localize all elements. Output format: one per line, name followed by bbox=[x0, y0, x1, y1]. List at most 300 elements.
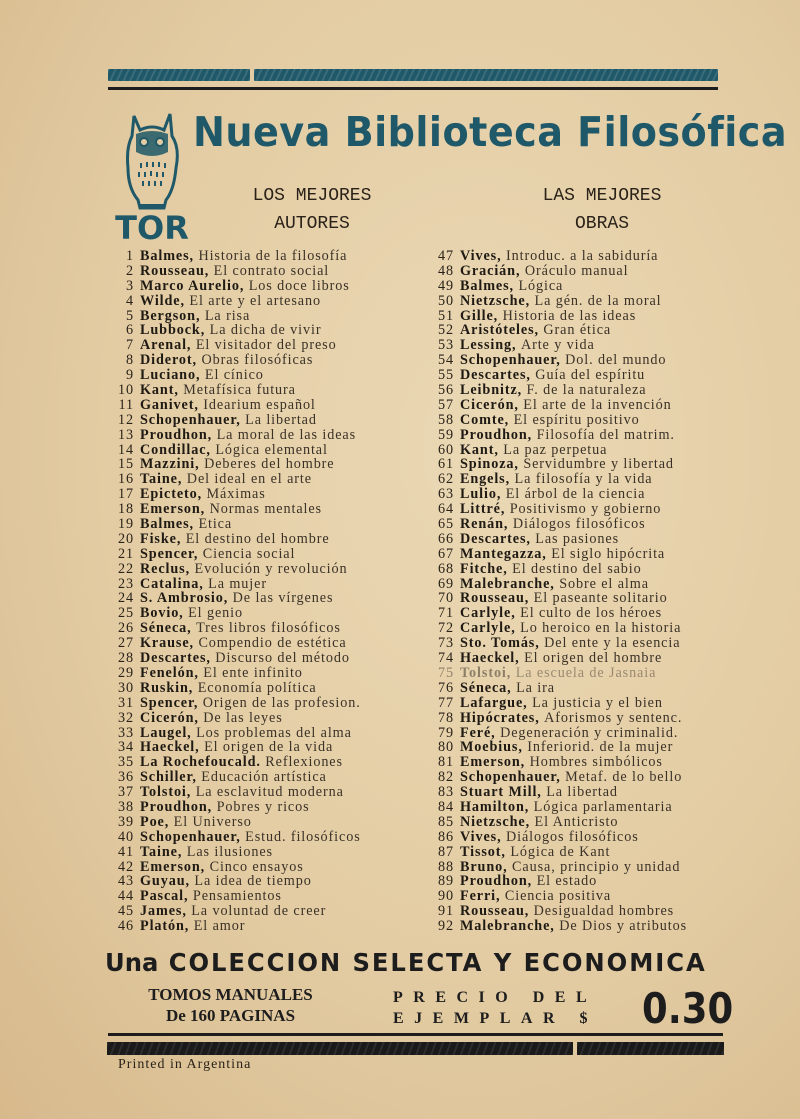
entry-number: 18 bbox=[118, 501, 134, 518]
entry-author: Haeckel, bbox=[460, 650, 520, 667]
entry-number: 4 bbox=[126, 292, 134, 309]
entry-author: Carlyle, bbox=[460, 605, 516, 622]
tomos-line: TOMOS MANUALES bbox=[148, 985, 313, 1004]
catalog-entry bbox=[428, 249, 748, 264]
entry-number: 40 bbox=[118, 828, 134, 845]
entry-work: Gran ética bbox=[543, 322, 612, 339]
entry-number: 9 bbox=[126, 367, 134, 384]
entry-work: Diálogos filosóficos bbox=[512, 516, 646, 533]
entry-author: Ganivet, bbox=[140, 396, 199, 413]
entry-number: 28 bbox=[118, 650, 134, 667]
entry-number: 83 bbox=[438, 784, 454, 801]
entry-author: Pascal, bbox=[140, 888, 189, 905]
entry-work: Historia de la filosofía bbox=[198, 248, 348, 264]
catalog-entry bbox=[428, 294, 748, 309]
catalog-entry bbox=[108, 740, 423, 755]
entry-work: Los problemas del alma bbox=[196, 724, 352, 741]
entry-work: Etica bbox=[198, 516, 233, 533]
entry-number: 89 bbox=[438, 873, 454, 890]
catalog-entry bbox=[428, 755, 748, 770]
entry-number: 71 bbox=[438, 605, 454, 622]
entry-author: Guyau, bbox=[140, 873, 190, 890]
entry-work: De Dios y atributos bbox=[559, 918, 688, 935]
entry-number: 13 bbox=[118, 426, 134, 443]
catalog-entry bbox=[108, 353, 423, 368]
entry-work: Reflexiones bbox=[265, 754, 343, 771]
catalog-entry bbox=[428, 532, 748, 547]
entry-number: 47 bbox=[438, 248, 454, 264]
entry-number: 62 bbox=[438, 471, 454, 488]
entry-number: 77 bbox=[438, 694, 454, 711]
bottom-bar-segment bbox=[577, 1042, 724, 1055]
entry-number: 16 bbox=[118, 471, 134, 488]
entry-number: 36 bbox=[118, 769, 134, 786]
entry-number: 91 bbox=[438, 903, 454, 920]
entry-author: Stuart Mill, bbox=[460, 784, 542, 801]
catalog-entry bbox=[108, 443, 423, 458]
top-rule bbox=[108, 87, 718, 90]
catalog-entry bbox=[108, 681, 423, 696]
entry-author: Nietzsche, bbox=[460, 292, 531, 309]
entry-number: 24 bbox=[118, 590, 134, 607]
catalog-entry bbox=[428, 562, 748, 577]
entry-work: Máximas bbox=[206, 486, 266, 503]
entry-author: Luciano, bbox=[140, 367, 201, 384]
entry-work: Origen de las profesion. bbox=[202, 694, 361, 711]
entry-author: Balmes, bbox=[460, 277, 514, 294]
right-heading-line: LAS MEJORES bbox=[542, 186, 662, 206]
entry-number: 3 bbox=[126, 277, 134, 294]
entry-number: 43 bbox=[118, 873, 134, 890]
entry-number: 64 bbox=[438, 501, 454, 518]
entry-work: El siglo hipócrita bbox=[551, 545, 666, 562]
entry-author: Proudhon, bbox=[460, 426, 533, 443]
entry-author: Littré, bbox=[460, 501, 506, 518]
page-title: Nueva Biblioteca Filosófica bbox=[193, 108, 788, 156]
entry-number: 30 bbox=[118, 679, 134, 696]
entry-author: Schopenhauer, bbox=[140, 828, 241, 845]
entry-work: El visitador del preso bbox=[195, 337, 337, 354]
catalog-entry bbox=[108, 621, 423, 636]
entry-number: 61 bbox=[438, 456, 454, 473]
entry-work: El origen del hombre bbox=[524, 650, 663, 667]
catalog-entry bbox=[108, 904, 423, 919]
entry-work: Lo heroico en la historia bbox=[520, 620, 682, 637]
entry-number: 17 bbox=[118, 486, 134, 503]
entry-work: Deberes del hombre bbox=[204, 456, 335, 473]
catalog-entry bbox=[428, 606, 748, 621]
entry-work: Ciencia social bbox=[202, 545, 296, 562]
entry-number: 90 bbox=[438, 888, 454, 905]
catalog-entry bbox=[108, 428, 423, 443]
entry-work: Economía política bbox=[197, 679, 317, 696]
entry-work: De las leyes bbox=[203, 709, 283, 726]
entry-work: Oráculo manual bbox=[524, 262, 629, 279]
catalog-entry bbox=[108, 770, 423, 785]
entry-number: 81 bbox=[438, 754, 454, 771]
entry-work: El arte y el artesano bbox=[189, 292, 321, 309]
entry-work: El estado bbox=[536, 873, 598, 890]
entry-work: Pobres y ricos bbox=[216, 798, 310, 815]
entry-author: Spencer, bbox=[140, 694, 199, 711]
entry-number: 26 bbox=[118, 620, 134, 637]
catalog-entry bbox=[108, 711, 423, 726]
catalog-entry bbox=[108, 591, 423, 606]
catalog-entry bbox=[428, 338, 748, 353]
entry-number: 55 bbox=[438, 367, 454, 384]
catalog-entry bbox=[428, 383, 748, 398]
entry-work: El árbol de la ciencia bbox=[505, 486, 646, 503]
entry-work: La libertad bbox=[546, 784, 618, 801]
entry-number: 57 bbox=[438, 396, 454, 413]
entry-number: 22 bbox=[118, 560, 134, 577]
entry-author: Hipócrates, bbox=[460, 709, 540, 726]
entry-work: Lógica de Kant bbox=[510, 843, 611, 860]
entry-number: 35 bbox=[118, 754, 134, 771]
entry-work: Del ente y la esencia bbox=[544, 635, 681, 652]
catalog-entry bbox=[428, 428, 748, 443]
entry-author: Krause, bbox=[140, 635, 194, 652]
entry-author: Vives, bbox=[460, 248, 502, 264]
entry-author: Cicerón, bbox=[140, 709, 199, 726]
entry-author: Epicteto, bbox=[140, 486, 203, 503]
entry-work: El paseante solitario bbox=[533, 590, 668, 607]
entry-number: 10 bbox=[118, 382, 134, 399]
entry-work: Servidumbre y libertad bbox=[523, 456, 674, 473]
catalog-entry bbox=[428, 621, 748, 636]
entry-author: Vives, bbox=[460, 828, 502, 845]
catalog-entry bbox=[108, 249, 423, 264]
entry-author: Aristóteles, bbox=[460, 322, 539, 339]
entry-work: La ira bbox=[516, 679, 555, 696]
entry-number: 12 bbox=[118, 411, 134, 428]
catalog-entry bbox=[428, 368, 748, 383]
entry-number: 63 bbox=[438, 486, 454, 503]
entry-number: 38 bbox=[118, 798, 134, 815]
left-heading-line: LOS MEJORES bbox=[252, 186, 372, 206]
entry-author: Mantegazza, bbox=[460, 545, 547, 562]
catalog-entry bbox=[428, 651, 748, 666]
catalog-entry bbox=[108, 472, 423, 487]
entry-number: 70 bbox=[438, 590, 454, 607]
entry-author: Rousseau, bbox=[140, 262, 210, 279]
price-label bbox=[393, 987, 598, 1029]
catalog-entry bbox=[108, 889, 423, 904]
entry-work: La risa bbox=[204, 307, 251, 324]
entry-author: Proudhon, bbox=[140, 798, 213, 815]
catalog-entry bbox=[428, 696, 748, 711]
entry-author: Ruskin, bbox=[140, 679, 194, 696]
catalog-entry bbox=[108, 606, 423, 621]
price-value: 0.30 bbox=[642, 984, 734, 1033]
entry-number: 6 bbox=[126, 322, 134, 339]
entry-author: Gille, bbox=[460, 307, 499, 324]
catalog-entry bbox=[108, 338, 423, 353]
catalog-entry bbox=[428, 904, 748, 919]
entry-number: 19 bbox=[118, 516, 134, 533]
entry-work: La voluntad de creer bbox=[191, 903, 327, 920]
entry-number: 85 bbox=[438, 813, 454, 830]
entry-number: 45 bbox=[118, 903, 134, 920]
entry-work: Los doce libros bbox=[248, 277, 350, 294]
entry-author: Comte, bbox=[460, 411, 510, 428]
pages-line: De 160 PAGINAS bbox=[165, 1006, 296, 1025]
catalog-entry bbox=[108, 413, 423, 428]
catalog-entry bbox=[428, 726, 748, 741]
tor-owl-logo bbox=[112, 108, 192, 243]
entry-author: Kant, bbox=[140, 382, 179, 399]
entry-number: 84 bbox=[438, 798, 454, 815]
entry-work: El ente infinito bbox=[203, 664, 303, 681]
entry-author: Diderot, bbox=[140, 352, 197, 369]
entry-number: 14 bbox=[118, 441, 134, 458]
entry-number: 33 bbox=[118, 724, 134, 741]
catalog-entry bbox=[428, 845, 748, 860]
entry-work: Historia de las ideas bbox=[502, 307, 637, 324]
catalog-entry bbox=[108, 830, 423, 845]
catalog-entry bbox=[108, 666, 423, 681]
entry-author: Rousseau, bbox=[460, 903, 530, 920]
slogan-prefix: Una bbox=[105, 948, 159, 977]
catalog-entry bbox=[428, 740, 748, 755]
catalog-entry bbox=[428, 591, 748, 606]
entry-author: Proudhon, bbox=[140, 426, 213, 443]
entry-number: 27 bbox=[118, 635, 134, 652]
catalog-entry bbox=[428, 889, 748, 904]
entry-work: La libertad bbox=[245, 411, 317, 428]
entry-work: Normas mentales bbox=[209, 501, 322, 518]
bottom-bar-segment bbox=[107, 1042, 573, 1055]
entry-number: 15 bbox=[118, 456, 134, 473]
entry-work: El destino del sabio bbox=[512, 560, 642, 577]
printed-in-note: Printed in Argentina bbox=[118, 1057, 252, 1072]
catalog-entry bbox=[428, 785, 748, 800]
entry-number: 51 bbox=[438, 307, 454, 324]
entry-work: Lógica bbox=[518, 277, 564, 294]
entry-number: 80 bbox=[438, 739, 454, 756]
entry-author: Carlyle, bbox=[460, 620, 516, 637]
entry-work: Cinco ensayos bbox=[209, 858, 304, 875]
catalog-entry bbox=[428, 472, 748, 487]
entry-work: El destino del hombre bbox=[185, 530, 330, 547]
entry-number: 53 bbox=[438, 337, 454, 354]
entry-author: Mazzini, bbox=[140, 456, 200, 473]
catalog-entry bbox=[108, 755, 423, 770]
entry-number: 68 bbox=[438, 560, 454, 577]
entry-number: 5 bbox=[126, 307, 134, 324]
entry-work: Sobre el alma bbox=[559, 575, 649, 592]
catalog-entry bbox=[108, 696, 423, 711]
entry-work: El contrato social bbox=[213, 262, 330, 279]
entry-author: Condillac, bbox=[140, 441, 211, 458]
catalog-entry bbox=[428, 577, 748, 592]
entry-number: 48 bbox=[438, 262, 454, 279]
catalog-entry bbox=[428, 323, 748, 338]
entry-work: De las vírgenes bbox=[232, 590, 334, 607]
volume-info bbox=[128, 984, 333, 1026]
entry-work: Introduc. a la sabiduría bbox=[505, 248, 659, 264]
logo-text: TOR bbox=[115, 209, 189, 243]
entry-number: 86 bbox=[438, 828, 454, 845]
catalog-entry bbox=[108, 726, 423, 741]
entry-work: El genio bbox=[188, 605, 243, 622]
entry-work: La gén. de la moral bbox=[534, 292, 662, 309]
catalog-entry bbox=[428, 443, 748, 458]
entry-author: Spencer, bbox=[140, 545, 199, 562]
price-label-line: EJEMPLAR $ bbox=[393, 1010, 598, 1027]
entry-author: Lafargue, bbox=[460, 694, 528, 711]
catalog-entry bbox=[108, 562, 423, 577]
catalog-entry bbox=[108, 547, 423, 562]
entry-number: 20 bbox=[118, 530, 134, 547]
entry-author: Malebranche, bbox=[460, 918, 555, 935]
slogan-text: COLECCION SELECTA Y ECONOMICA bbox=[168, 948, 707, 977]
entry-number: 52 bbox=[438, 322, 454, 339]
entry-number: 75 bbox=[438, 664, 454, 681]
catalog-entry bbox=[428, 860, 748, 875]
entry-number: 31 bbox=[118, 694, 134, 711]
entry-work: Las ilusiones bbox=[186, 843, 273, 860]
entry-author: Taine, bbox=[140, 471, 183, 488]
entry-number: 59 bbox=[438, 426, 454, 443]
entry-work: Dol. del mundo bbox=[565, 352, 667, 369]
catalog-entry bbox=[108, 457, 423, 472]
entry-work: Evolución y revolución bbox=[194, 560, 348, 577]
entry-author: Taine, bbox=[140, 843, 183, 860]
entry-number: 79 bbox=[438, 724, 454, 741]
entry-work: La mujer bbox=[208, 575, 267, 592]
entry-work: Positivismo y gobierno bbox=[509, 501, 662, 518]
entry-work: Tres libros filosóficos bbox=[196, 620, 341, 637]
entry-work: La filosofía y la vida bbox=[514, 471, 653, 488]
entry-number: 65 bbox=[438, 516, 454, 533]
entry-author: Bergson, bbox=[140, 307, 201, 324]
entry-work: La esclavitud moderna bbox=[195, 784, 344, 801]
catalog-entry bbox=[428, 457, 748, 472]
entry-number: 42 bbox=[118, 858, 134, 875]
catalog-entry bbox=[108, 860, 423, 875]
entry-author: Lubbock, bbox=[140, 322, 206, 339]
owl-icon bbox=[128, 114, 178, 208]
entry-author: Fitche, bbox=[460, 560, 508, 577]
entry-author: Fiske, bbox=[140, 530, 182, 547]
entry-work: Diálogos filosóficos bbox=[505, 828, 639, 845]
catalog-entry bbox=[428, 800, 748, 815]
entry-work: Inferiorid. de la mujer bbox=[527, 739, 674, 756]
entry-work: El origen de la vida bbox=[204, 739, 334, 756]
catalog-entry bbox=[108, 323, 423, 338]
catalog-entry bbox=[108, 398, 423, 413]
entry-number: 73 bbox=[438, 635, 454, 652]
catalog-entry bbox=[428, 264, 748, 279]
catalog-entry bbox=[428, 919, 748, 934]
catalog-entry bbox=[428, 353, 748, 368]
catalog-entry bbox=[108, 502, 423, 517]
catalog-entry bbox=[108, 383, 423, 398]
entry-author: Feré, bbox=[460, 724, 496, 741]
catalog-entry bbox=[108, 577, 423, 592]
entry-work: Metaf. de lo bello bbox=[565, 769, 683, 786]
top-bar-segment bbox=[108, 69, 250, 81]
entry-number: 82 bbox=[438, 769, 454, 786]
entry-author: Arenal, bbox=[140, 337, 192, 354]
entry-work: F. de la naturaleza bbox=[526, 382, 647, 399]
entry-author: La Rochefoucald. bbox=[140, 754, 261, 771]
entry-number: 60 bbox=[438, 441, 454, 458]
entry-author: Bruno, bbox=[460, 858, 508, 875]
entry-author: Nietzsche, bbox=[460, 813, 531, 830]
catalog-entry bbox=[108, 309, 423, 324]
entry-author: Leibnitz, bbox=[460, 382, 523, 399]
price-label-line: PRECIO DEL bbox=[393, 989, 598, 1006]
catalog-entry bbox=[108, 264, 423, 279]
entry-author: Balmes, bbox=[140, 248, 194, 264]
entry-number: 58 bbox=[438, 411, 454, 428]
entry-number: 29 bbox=[118, 664, 134, 681]
entry-work: Hombres simbólicos bbox=[529, 754, 663, 771]
catalog-entry bbox=[428, 517, 748, 532]
catalog-entry bbox=[108, 874, 423, 889]
entry-work: Causa, principio y unidad bbox=[512, 858, 681, 875]
entry-number: 54 bbox=[438, 352, 454, 369]
entry-number: 7 bbox=[126, 337, 134, 354]
entry-work: Las pasiones bbox=[535, 530, 619, 547]
entry-author: James, bbox=[140, 903, 187, 920]
entry-author: Haeckel, bbox=[140, 739, 200, 756]
entry-number: 67 bbox=[438, 545, 454, 562]
catalog-entry bbox=[428, 502, 748, 517]
entry-work: El culto de los héroes bbox=[520, 605, 663, 622]
entry-author: Tolstoi, bbox=[140, 784, 192, 801]
entry-work: Discurso del método bbox=[215, 650, 350, 667]
catalog-entry bbox=[108, 785, 423, 800]
catalog-entry bbox=[428, 711, 748, 726]
right-column-heading bbox=[512, 182, 692, 238]
entry-number: 41 bbox=[118, 843, 134, 860]
bottom-rule bbox=[108, 1033, 723, 1036]
entry-author: Emerson, bbox=[460, 754, 526, 771]
entry-work: Aforismos y sentenc. bbox=[544, 709, 683, 726]
entry-number: 92 bbox=[438, 918, 454, 935]
entry-work: Idearium español bbox=[203, 396, 316, 413]
entry-number: 44 bbox=[118, 888, 134, 905]
catalog-entry bbox=[108, 294, 423, 309]
entry-number: 8 bbox=[126, 352, 134, 369]
entry-number: 78 bbox=[438, 709, 454, 726]
catalog-entry bbox=[428, 830, 748, 845]
entry-number: 76 bbox=[438, 679, 454, 696]
entry-number: 2 bbox=[126, 262, 134, 279]
catalog-entry bbox=[108, 636, 423, 651]
catalog-entry bbox=[108, 651, 423, 666]
entry-number: 23 bbox=[118, 575, 134, 592]
catalog-entry bbox=[108, 845, 423, 860]
entry-author: Engels, bbox=[460, 471, 511, 488]
catalog-entry bbox=[108, 815, 423, 830]
entry-number: 11 bbox=[118, 396, 134, 413]
entry-author: Spinoza, bbox=[460, 456, 519, 473]
catalog-entry bbox=[108, 487, 423, 502]
entry-author: Poe, bbox=[140, 813, 170, 830]
entry-number: 56 bbox=[438, 382, 454, 399]
entry-author: Lulio, bbox=[460, 486, 502, 503]
entry-author: Descartes, bbox=[460, 367, 531, 384]
entry-work: La justicia y el bien bbox=[532, 694, 663, 711]
entry-author: Séneca, bbox=[140, 620, 192, 637]
entry-work: El cínico bbox=[204, 367, 264, 384]
entry-work: Arte y vida bbox=[520, 337, 595, 354]
catalog-entry bbox=[108, 532, 423, 547]
